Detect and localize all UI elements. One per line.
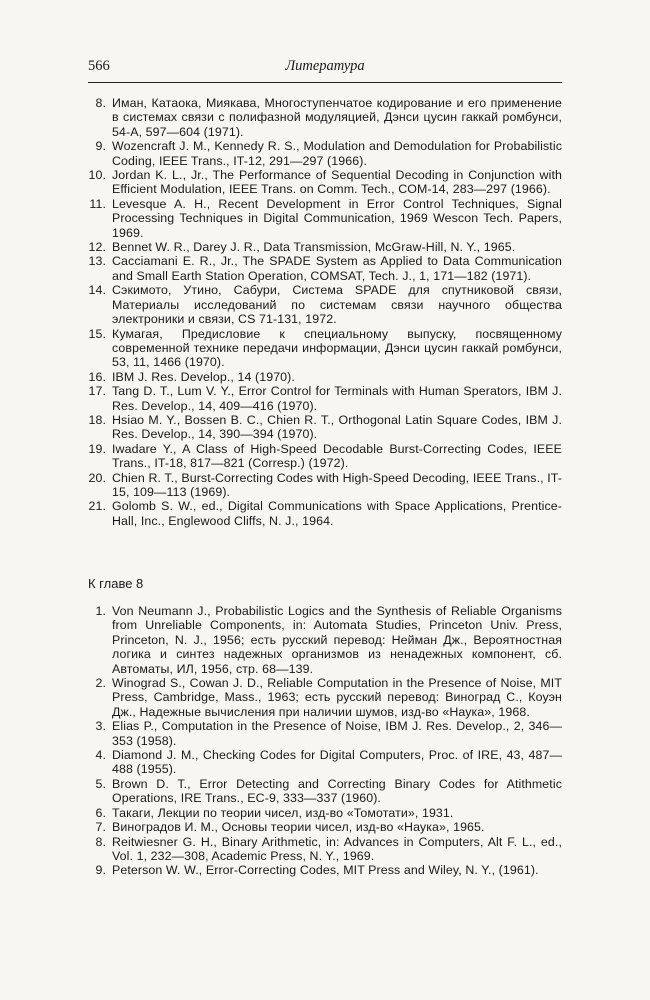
reference-list-chapter-8 — [88, 604, 562, 878]
reference-item: 10. Jordan K. L., Jr., The Performance of Sequential Decoding in Conjunction with Efficient Modulation, IEEE Trans. on Comm. Tech., COM-14, 283—297 (1966). — [88, 168, 562, 197]
reference-item: 8. Иман, Катаока, Миякава, Многоступенчатое кодирование и его применение в системах связи с полифазной модуляцией, Дэнси цусин гаккай ромбунси, 54-А, 597—604 (1971). — [95, 96, 562, 139]
running-title: Литература — [285, 58, 365, 74]
reference-item: 15. Кумагая, Предисловие к специальному выпуску, посвященному современной технике передачи информации, Дэнси цусин гаккай ромбунси, 53, 11, 1466 (1970). — [88, 326, 562, 370]
reference-item: 17. Tang D. T., Lum V. Y., Error Control for Terminals with Human Sperators, IBM J. Res. Develop., 14, 409—416 (1970). — [88, 384, 562, 413]
reference-item: 3. Elias P., Computation in the Presence of Noise, IBM J. Res. Develop., 2, 346—353 (1958). — [95, 719, 562, 748]
reference-item: 7. Виноградов И. М., Основы теории чисел, изд-во «Наука», 1965. — [95, 820, 485, 835]
page-number: 566 — [88, 58, 110, 74]
reference-item: 21. Golomb S. W., ed., Digital Communications with Space Applications, Prentice-Hall, Inc., Englewood Cliffs, N. J., 1964. — [88, 499, 562, 528]
reference-item: 8. Reitwiesner G. H., Binary Arithmetic, in: Advances in Computers, Alt F. L., ed., Vol. 1, 232—308, Academic Press, N. Y., 1969. — [95, 834, 562, 863]
reference-item: 5. Brown D. T., Error Detecting and Correcting Binary Codes for Atithmetic Operations, IRE Trans., EC-9, 333—337 (1960). — [95, 776, 562, 806]
reference-item: 13. Cacciamani E. R., Jr., The SPADE System as Applied to Data Communication and Small Earth Station Operation, COMSAT, Tech. J., 1, 171—182 (1971). — [88, 254, 562, 283]
section-heading: К главе 8 — [88, 576, 144, 591]
reference-item: 2. Winograd S., Cowan J. D., Reliable Computation in the Presence of Noise, MIT Press, Cambridge, Mass., 1963; есть русский перевод: Виноград С., Коуэн Дж., Надежные вычисления при наличии шумов, изд-во «Наука», 1968. — [95, 676, 562, 719]
reference-item: 12. Bennet W. R., Darey J. R., Data Transmission, McGraw-Hill, N. Y., 1965. — [88, 240, 516, 255]
reference-item: 18. Hsiao M. Y., Bossen B. C., Chien R. T., Orthogonal Latin Square Codes, IBM J. Res. Develop., 14, 390—394 (1970). — [88, 412, 562, 442]
header-rule — [88, 82, 562, 83]
page-header — [88, 58, 562, 80]
reference-item: 19. Iwadare Y., A Class of High-Speed Decodable Burst-Correcting Codes, IEEE Trans., IT-18, 817—821 (Corresp.) (1972). — [88, 441, 562, 471]
reference-item: 4. Diamond J. M., Checking Codes for Digital Computers, Proc. of IRE, 43, 487—488 (1955). — [95, 748, 562, 777]
reference-list — [88, 96, 562, 528]
reference-item: 6. Такаги, Лекции по теории чисел, изд-во «Томотати», 1931. — [95, 805, 454, 820]
reference-item: 11. Levesque A. H., Recent Development in Error Control Techniques, Signal Processing Techniques in Digital Communication, 1969 Wescon Tech. Papers, 1969. — [89, 196, 562, 240]
reference-item: 14. Сэкимото, Утино, Сабури, Система SPADE для спутниковой связи, Материалы исследований по системам связи научного общества электроники и связи, CS 71-131, 1972. — [88, 283, 562, 327]
reference-item: 1. Von Neumann J., Probabilistic Logics and the Synthesis of Reliable Organisms from Unreliable Components, in: Automata Studies, Princeton Univ. Press, Princeton, N. J., 1956; есть русский перевод: Нейман Дж., Вероятностная логика и синтез надежных организмов из ненадежных компонент, сб. Автоматы, ИЛ, 1956, стр. 68—139. — [95, 604, 562, 676]
reference-item: 9. Peterson W. W., Error-Correcting Codes, MIT Press and Wiley, N. Y., (1961). — [95, 863, 539, 878]
reference-item: 16. IBM J. Res. Develop., 14 (1970). — [88, 369, 295, 384]
reference-item: 20. Chien R. T., Burst-Correcting Codes with High-Speed Decoding, IEEE Trans., IT-15, 109—113 (1969). — [88, 470, 562, 499]
reference-item: 9. Wozencraft J. M., Kennedy R. S., Modulation and Demodulation for Probabilistic Coding, IEEE Trans., IT-12, 291—297 (1966). — [95, 139, 562, 168]
